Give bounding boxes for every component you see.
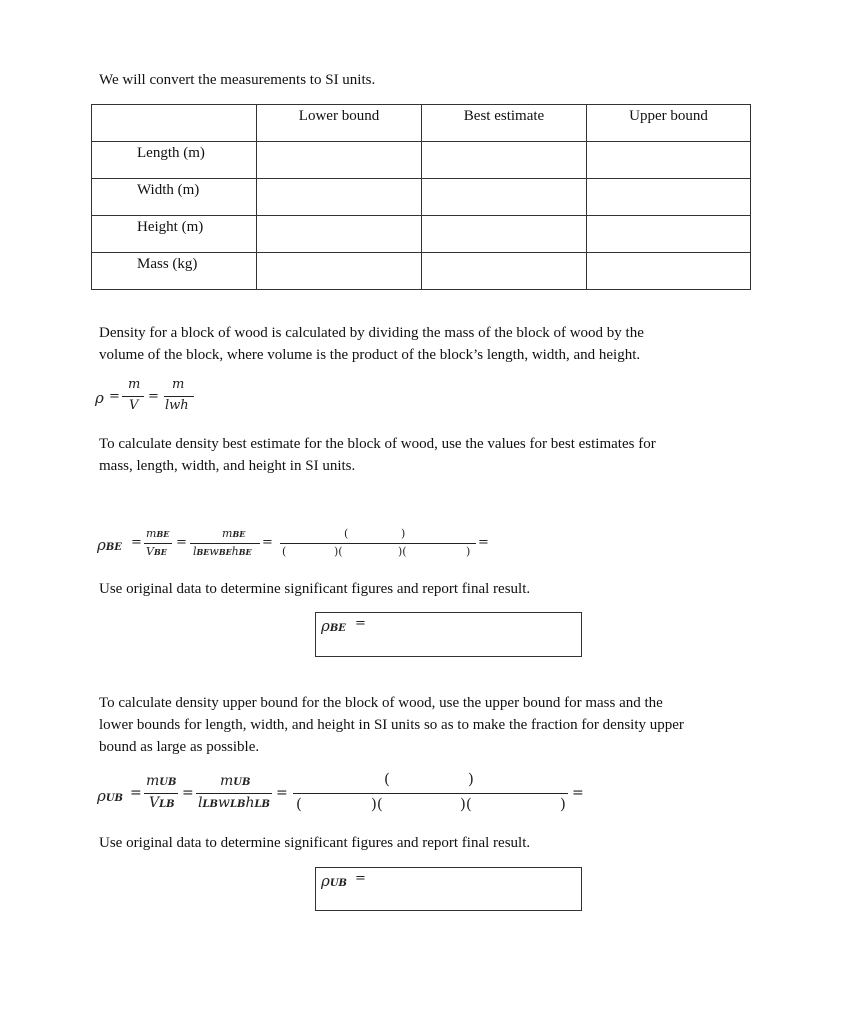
intro-text: We will convert the measurements to SI units.: [99, 72, 376, 88]
close-paren: ): [468, 770, 474, 788]
rho-symbol: ρUB: [97, 787, 124, 805]
length-best-cell[interactable]: [422, 142, 587, 179]
measurement-table: [91, 104, 751, 290]
density-line-1: Density for a block of wood is calculated by dividing the mass of the block of wood by the: [99, 325, 644, 341]
equals-sign: =: [130, 785, 142, 801]
fraction-line: [144, 793, 178, 794]
table-header-upper-bound: Upper bound: [587, 105, 751, 142]
close-paren: ): [401, 527, 406, 540]
upper-line-1: To calculate density upper bound for the block of wood, use the upper bound for mass and the: [99, 695, 663, 711]
mid-paren: )(: [371, 795, 383, 813]
open-paren: (: [296, 795, 302, 813]
open-paren: (: [344, 527, 349, 540]
length-lower-cell[interactable]: [257, 142, 422, 179]
table-header-best-estimate: Best estimate: [422, 105, 587, 142]
fraction-line: [144, 543, 172, 544]
m-be-numerator-2: mBE: [222, 527, 246, 540]
mass-upper-cell[interactable]: [587, 253, 751, 290]
equals-sign: =: [182, 785, 194, 801]
rho-symbol: ρ: [95, 389, 104, 407]
height-best-cell[interactable]: [422, 216, 587, 253]
rho-symbol: ρBE: [97, 536, 122, 554]
width-lower-cell[interactable]: [257, 179, 422, 216]
equals-sign: =: [262, 535, 273, 550]
best-line-2: mass, length, width, and height in SI units.: [99, 458, 356, 474]
mass-lower-cell[interactable]: [257, 253, 422, 290]
mass-best-cell[interactable]: [422, 253, 587, 290]
row-label-length: Length (m): [92, 142, 257, 179]
mid-paren: )(: [460, 795, 472, 813]
fraction-line: [196, 793, 272, 794]
m-ub-numerator-2: mUB: [220, 773, 251, 789]
formula-m-numerator-2: m: [172, 377, 185, 392]
equals-sign: =: [478, 535, 489, 550]
best-estimate-result-box[interactable]: [315, 612, 582, 657]
table-row: [92, 179, 751, 216]
rho-symbol: ρBE: [321, 617, 346, 635]
equals-sign: =: [572, 785, 584, 801]
best-estimate-paragraph: [99, 433, 759, 477]
length-upper-cell[interactable]: [587, 142, 751, 179]
mid-paren: )(: [334, 545, 343, 558]
equals-sign: =: [109, 389, 120, 404]
upper-line-2: lower bounds for length, width, and height in SI units so as to make the fraction for density upper: [99, 717, 684, 733]
best-line-1: To calculate density best estimate for the block of wood, use the values for best estimates for: [99, 436, 656, 452]
fraction-line: [190, 543, 260, 544]
close-paren: ): [466, 545, 471, 558]
sigfig-note: Use original data to determine significant figures and report final result.: [99, 581, 531, 597]
upper-line-3: bound as large as possible.: [99, 739, 260, 755]
V-be-denominator: VBE: [146, 545, 167, 558]
density-paragraph: [99, 322, 759, 366]
table-row: [92, 216, 751, 253]
formula-m-numerator: m: [128, 377, 141, 392]
open-paren: (: [384, 770, 390, 788]
density-line-2: volume of the block, where volume is the product of the block’s length, width, and height.: [99, 347, 641, 363]
rho-symbol: ρUB: [321, 872, 348, 890]
fraction-line: [164, 396, 194, 397]
equals-sign: =: [131, 535, 142, 550]
m-ub-numerator: mUB: [146, 773, 177, 789]
formula-lwh-denominator: lwh: [165, 398, 189, 413]
upper-bound-paragraph: [99, 692, 759, 758]
row-label-width: Width (m): [92, 179, 257, 216]
table-row: [92, 142, 751, 179]
close-paren: ): [560, 795, 566, 813]
fraction-line[interactable]: [293, 793, 568, 794]
sigfig-note-2: Use original data to determine significant figures and report final result.: [99, 835, 531, 851]
equals-sign: =: [355, 616, 366, 631]
lwh-be-denominator: lBEwBEhBE: [193, 545, 252, 558]
lwh-lb-denominator: lLBwLBhLB: [198, 795, 270, 811]
open-paren: (: [282, 545, 287, 558]
upper-bound-result-box[interactable]: [315, 867, 582, 911]
mid-paren: )(: [398, 545, 407, 558]
height-lower-cell[interactable]: [257, 216, 422, 253]
equals-sign: =: [355, 871, 366, 886]
equals-sign: =: [148, 389, 159, 404]
width-best-cell[interactable]: [422, 179, 587, 216]
table-row: [92, 253, 751, 290]
fraction-line[interactable]: [280, 543, 476, 544]
row-label-mass: Mass (kg): [92, 253, 257, 290]
height-upper-cell[interactable]: [587, 216, 751, 253]
V-lb-denominator: VLB: [149, 795, 175, 811]
equals-sign: =: [176, 535, 187, 550]
m-be-numerator: mBE: [146, 527, 170, 540]
table-header-empty: [92, 105, 257, 142]
table-header-row: [92, 105, 751, 142]
formula-V-denominator: V: [129, 398, 139, 413]
table-header-lower-bound: Lower bound: [257, 105, 422, 142]
fraction-line: [122, 396, 144, 397]
width-upper-cell[interactable]: [587, 179, 751, 216]
row-label-height: Height (m): [92, 216, 257, 253]
equals-sign: =: [276, 785, 288, 801]
